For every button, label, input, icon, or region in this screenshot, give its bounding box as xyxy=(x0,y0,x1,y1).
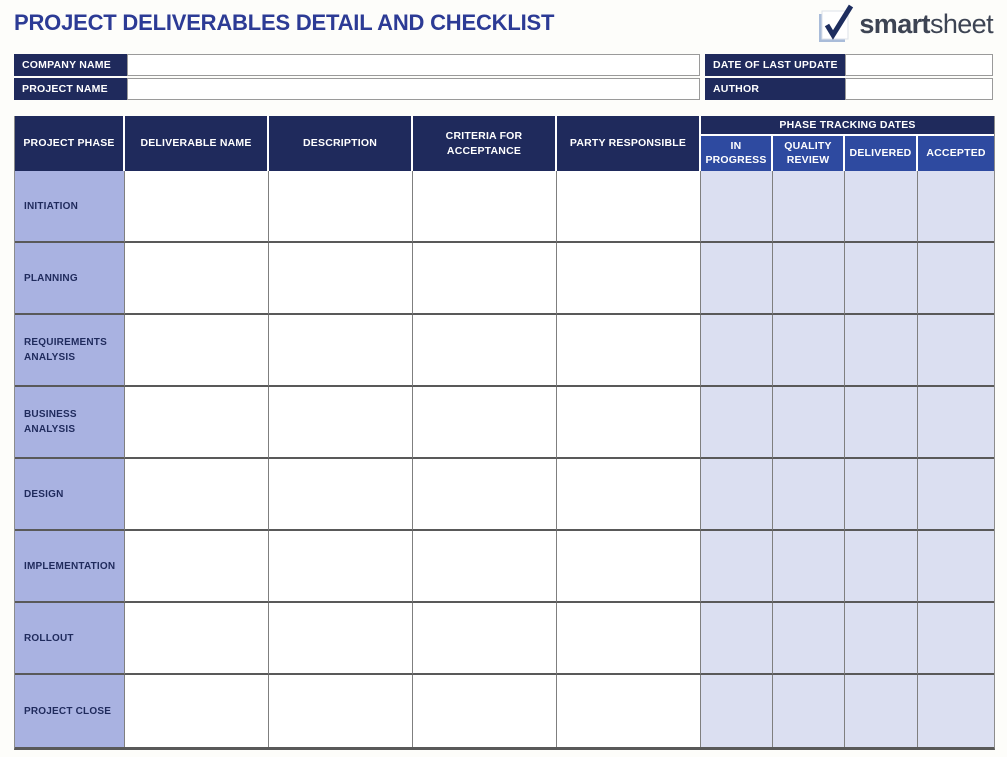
deliverable-cell[interactable] xyxy=(125,675,269,747)
criteria-cell[interactable] xyxy=(413,171,557,243)
accepted-cell[interactable] xyxy=(918,171,994,243)
criteria-cell[interactable] xyxy=(413,315,557,387)
in-progress-cell[interactable] xyxy=(701,243,773,315)
col-header-quality-review: QUALITY REVIEW xyxy=(773,136,845,171)
form-row-2 xyxy=(14,78,993,100)
delivered-cell[interactable] xyxy=(845,675,918,747)
smartsheet-logo xyxy=(818,4,993,44)
author-label: AUTHOR xyxy=(705,78,845,100)
table-row-business-analysis xyxy=(15,387,994,459)
logo-smart: smart xyxy=(859,8,930,39)
col-header-project-phase: PROJECT PHASE xyxy=(15,116,125,171)
table-row-initiation xyxy=(15,171,994,243)
deliverable-cell[interactable] xyxy=(125,171,269,243)
table-row-implementation xyxy=(15,531,994,603)
criteria-cell[interactable] xyxy=(413,675,557,747)
deliverables-table xyxy=(14,116,995,750)
in-progress-cell[interactable] xyxy=(701,459,773,531)
table-row-design xyxy=(15,459,994,531)
in-progress-cell[interactable] xyxy=(701,675,773,747)
col-header-in-progress: IN PROGRESS xyxy=(701,136,773,171)
smartsheet-check-icon xyxy=(818,4,854,44)
description-cell[interactable] xyxy=(269,603,413,675)
description-cell[interactable] xyxy=(269,675,413,747)
table-row-project-close xyxy=(15,675,994,747)
party-cell[interactable] xyxy=(557,603,701,675)
table-row-planning xyxy=(15,243,994,315)
delivered-cell[interactable] xyxy=(845,315,918,387)
date-of-last-update-label: DATE OF LAST UPDATE xyxy=(705,54,845,76)
description-cell[interactable] xyxy=(269,171,413,243)
criteria-cell[interactable] xyxy=(413,459,557,531)
table-header xyxy=(15,116,994,171)
description-cell[interactable] xyxy=(269,531,413,603)
delivered-cell[interactable] xyxy=(845,459,918,531)
deliverable-cell[interactable] xyxy=(125,243,269,315)
description-cell[interactable] xyxy=(269,315,413,387)
date-of-last-update-field[interactable] xyxy=(845,54,993,76)
phase-label: IMPLEMENTATION xyxy=(15,531,125,603)
party-cell[interactable] xyxy=(557,531,701,603)
col-header-deliverable-name: DELIVERABLE NAME xyxy=(125,116,269,171)
party-cell[interactable] xyxy=(557,459,701,531)
phase-label: PLANNING xyxy=(15,243,125,315)
accepted-cell[interactable] xyxy=(918,675,994,747)
description-cell[interactable] xyxy=(269,243,413,315)
author-field[interactable] xyxy=(845,78,993,100)
in-progress-cell[interactable] xyxy=(701,531,773,603)
col-header-description: DESCRIPTION xyxy=(269,116,413,171)
page-header xyxy=(14,8,993,50)
company-name-label: COMPANY NAME xyxy=(14,54,127,76)
party-cell[interactable] xyxy=(557,675,701,747)
company-name-field[interactable] xyxy=(127,54,700,76)
table-row-requirements-analysis xyxy=(15,315,994,387)
party-cell[interactable] xyxy=(557,171,701,243)
accepted-cell[interactable] xyxy=(918,243,994,315)
description-cell[interactable] xyxy=(269,387,413,459)
group-header-phase-tracking-dates: PHASE TRACKING DATES xyxy=(701,116,994,136)
quality-review-cell[interactable] xyxy=(773,243,845,315)
party-cell[interactable] xyxy=(557,315,701,387)
deliverable-cell[interactable] xyxy=(125,387,269,459)
delivered-cell[interactable] xyxy=(845,603,918,675)
delivered-cell[interactable] xyxy=(845,243,918,315)
delivered-cell[interactable] xyxy=(845,387,918,459)
accepted-cell[interactable] xyxy=(918,603,994,675)
phase-label: REQUIREMENTS ANALYSIS xyxy=(15,315,125,387)
project-info-form xyxy=(14,54,993,100)
accepted-cell[interactable] xyxy=(918,531,994,603)
header-row-group xyxy=(15,116,994,136)
accepted-cell[interactable] xyxy=(918,387,994,459)
party-cell[interactable] xyxy=(557,387,701,459)
in-progress-cell[interactable] xyxy=(701,171,773,243)
deliverable-cell[interactable] xyxy=(125,531,269,603)
col-header-delivered: DELIVERED xyxy=(845,136,918,171)
quality-review-cell[interactable] xyxy=(773,387,845,459)
deliverable-cell[interactable] xyxy=(125,603,269,675)
col-header-party-responsible: PARTY RESPONSIBLE xyxy=(557,116,701,171)
description-cell[interactable] xyxy=(269,459,413,531)
deliverable-cell[interactable] xyxy=(125,315,269,387)
party-cell[interactable] xyxy=(557,243,701,315)
in-progress-cell[interactable] xyxy=(701,387,773,459)
quality-review-cell[interactable] xyxy=(773,531,845,603)
quality-review-cell[interactable] xyxy=(773,171,845,243)
accepted-cell[interactable] xyxy=(918,459,994,531)
page-title: PROJECT DELIVERABLES DETAIL AND CHECKLIST xyxy=(14,10,555,35)
delivered-cell[interactable] xyxy=(845,531,918,603)
criteria-cell[interactable] xyxy=(413,531,557,603)
project-name-field[interactable] xyxy=(127,78,700,100)
form-row-1 xyxy=(14,54,993,76)
phase-label: PROJECT CLOSE xyxy=(15,675,125,747)
smartsheet-logo-text xyxy=(859,9,993,40)
phase-label: BUSINESS ANALYSIS xyxy=(15,387,125,459)
criteria-cell[interactable] xyxy=(413,603,557,675)
quality-review-cell[interactable] xyxy=(773,603,845,675)
col-header-criteria-for-acceptance: CRITERIA FOR ACCEPTANCE xyxy=(413,116,557,171)
quality-review-cell[interactable] xyxy=(773,459,845,531)
logo-sheet: sheet xyxy=(929,8,993,39)
phase-label: ROLLOUT xyxy=(15,603,125,675)
phase-label: INITIATION xyxy=(15,171,125,243)
deliverable-cell[interactable] xyxy=(125,459,269,531)
project-name-label: PROJECT NAME xyxy=(14,78,127,100)
criteria-cell[interactable] xyxy=(413,387,557,459)
table-body xyxy=(15,171,994,747)
phase-label: DESIGN xyxy=(15,459,125,531)
in-progress-cell[interactable] xyxy=(701,315,773,387)
in-progress-cell[interactable] xyxy=(701,603,773,675)
delivered-cell[interactable] xyxy=(845,171,918,243)
col-header-accepted: ACCEPTED xyxy=(918,136,994,171)
accepted-cell[interactable] xyxy=(918,315,994,387)
criteria-cell[interactable] xyxy=(413,243,557,315)
quality-review-cell[interactable] xyxy=(773,675,845,747)
quality-review-cell[interactable] xyxy=(773,315,845,387)
table-row-rollout xyxy=(15,603,994,675)
